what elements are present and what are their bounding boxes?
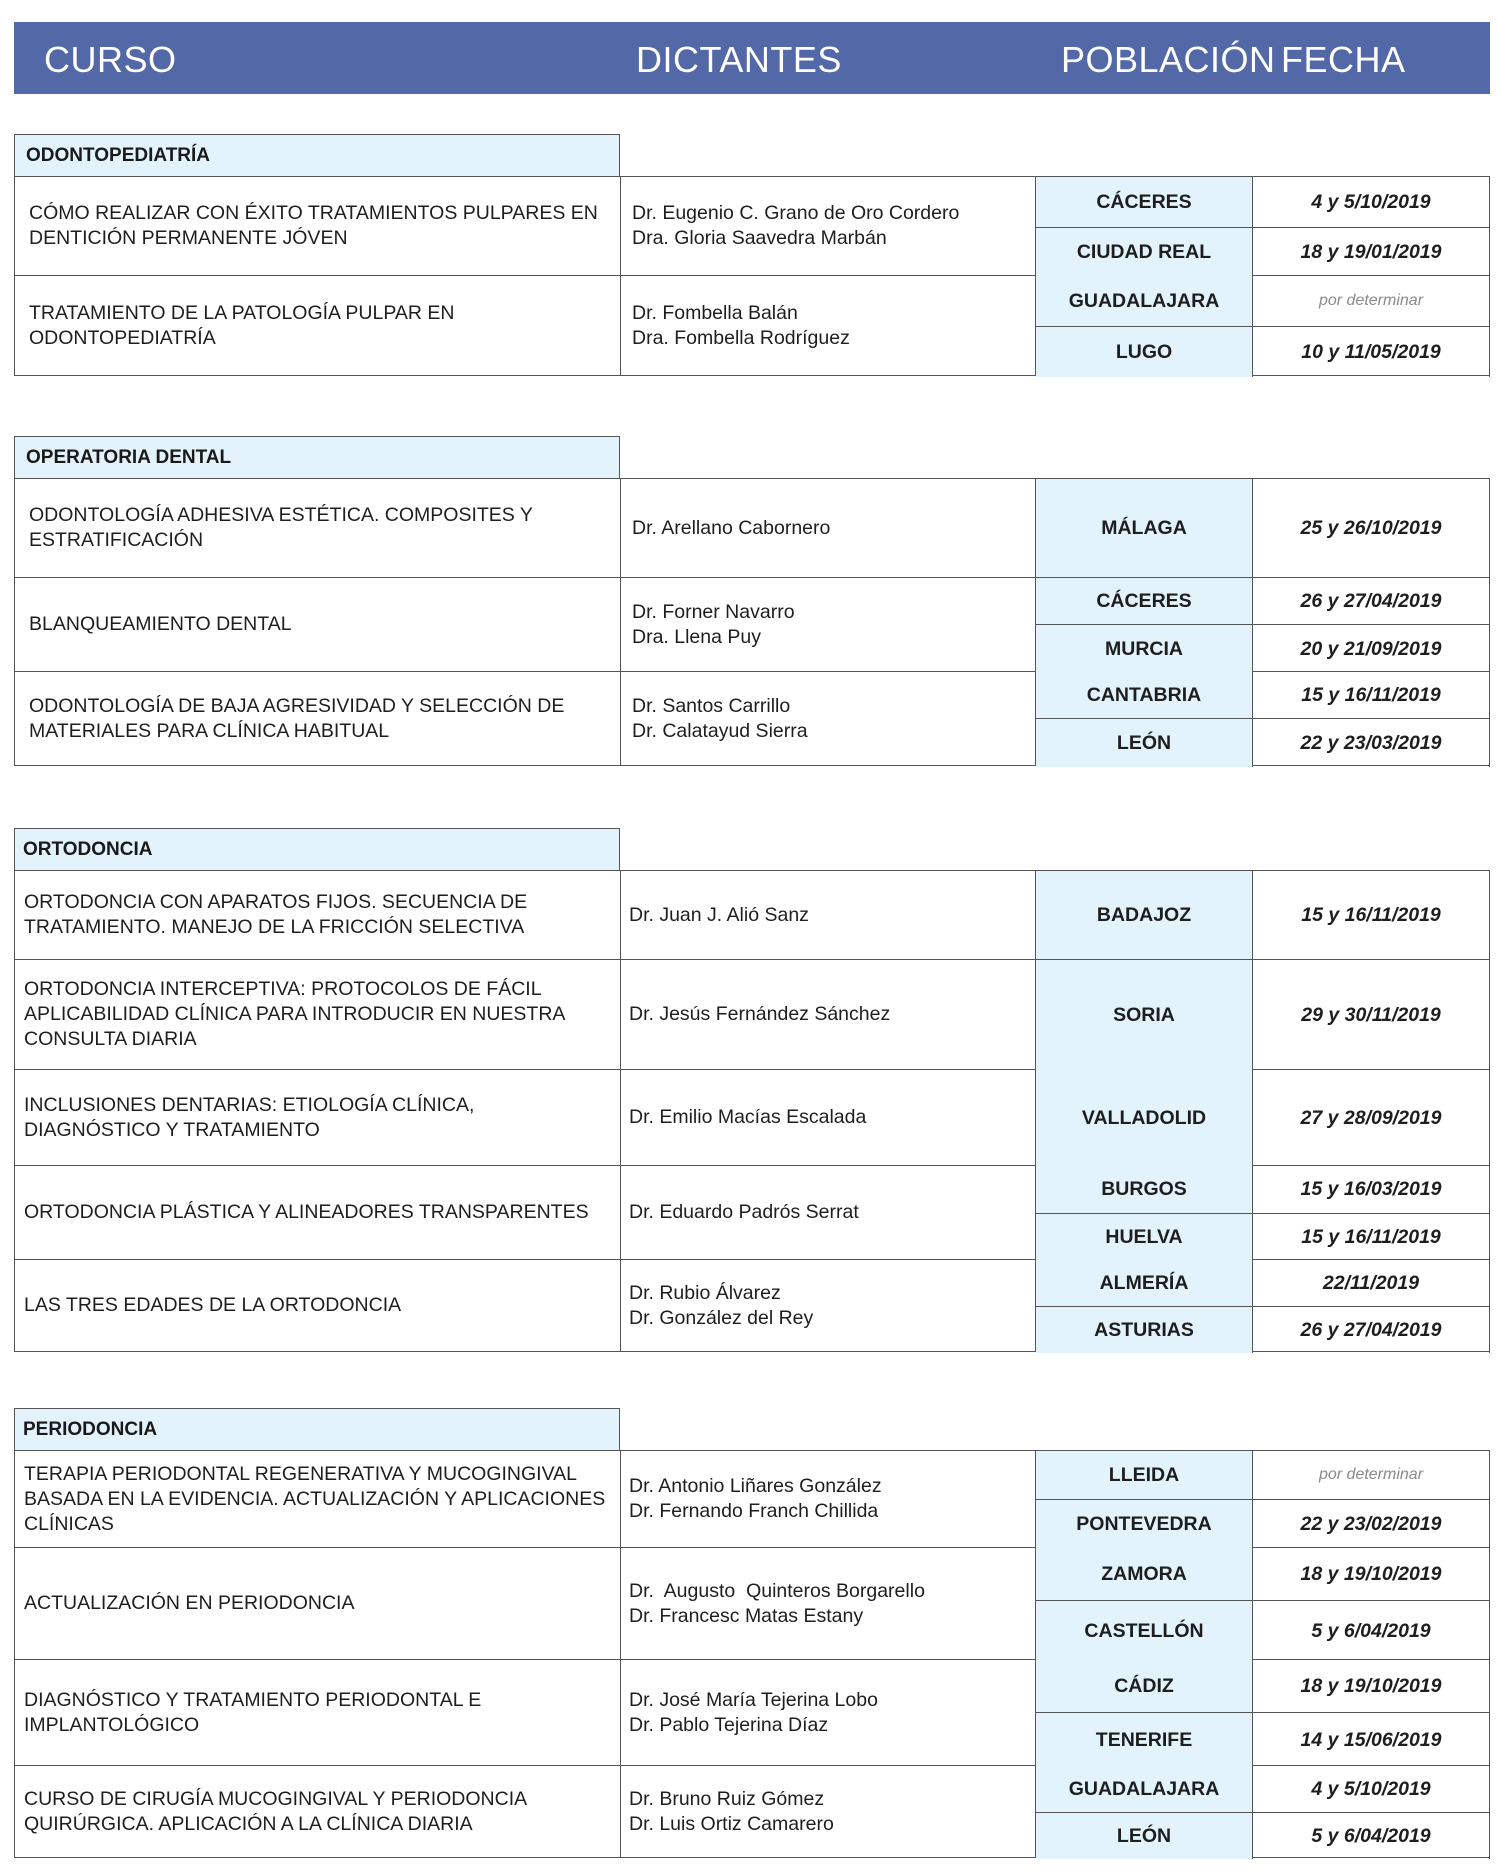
course-title: BLANQUEAMIENTO DENTAL [14,578,621,671]
speaker-name: Dr. Fernando Franch Chillida [629,1500,879,1522]
course-title: ODONTOLOGÍA ADHESIVA ESTÉTICA. COMPOSITES Y ESTRATIFICACIÓN [14,479,621,577]
venue-date: 5 y 6/04/2019 [1253,1813,1490,1859]
speaker-name: Dr. Augusto Quinteros Borgarello [629,1579,925,1602]
course-table [14,478,1490,766]
speakers-cell [621,1070,1036,1165]
speaker-name: Dr. Arellano Cabornero [632,516,831,539]
venue-row [1036,227,1490,276]
table-row [14,275,1490,375]
course-table [14,1450,1490,1858]
speaker-name: Dra. Llena Puy [632,625,761,648]
venue-date: 15 y 16/11/2019 [1253,871,1490,959]
speaker-name: Dr. Eugenio C. Grano de Oro Cordero [632,202,960,224]
venue-row [1036,1166,1490,1213]
table-row [14,1547,1490,1659]
venues-cell [1036,1660,1490,1765]
venue-date: 4 y 5/10/2019 [1253,1766,1490,1812]
venue-city: SORIA [1036,960,1253,1070]
venues-cell [1036,177,1490,275]
course-title: ODONTOLOGÍA DE BAJA AGRESIVIDAD Y SELECCIÓN DE MATERIALES PARA CLÍNICA HABITUAL [14,672,621,765]
speakers-cell [621,672,1036,765]
venue-date: 15 y 16/11/2019 [1253,672,1490,718]
table-row [14,577,1490,671]
venue-date: 10 y 11/05/2019 [1253,327,1490,377]
table-row [14,479,1490,577]
venue-row [1036,326,1490,377]
speaker-name: Dr. Santos Carrillo [632,694,791,717]
speaker-name: Dr. Luis Ortiz Camarero [629,1812,834,1835]
table-row [14,1765,1490,1857]
course-table [14,176,1490,376]
header-curso: CURSO [44,39,177,80]
speaker-name: Dr. Juan J. Alió Sanz [629,903,809,926]
course-title: ORTODONCIA CON APARATOS FIJOS. SECUENCIA DE TRATAMIENTO. MANEJO DE LA FRICCIÓN SELECTIVA [14,871,621,959]
course-title: ACTUALIZACIÓN EN PERIODONCIA [14,1548,621,1659]
course-title: LAS TRES EDADES DE LA ORTODONCIA [14,1260,621,1351]
venue-date: 18 y 19/10/2019 [1253,1660,1490,1712]
venue-city: CÁCERES [1036,177,1253,227]
venue-city: LUGO [1036,327,1253,377]
venue-date: 15 y 16/03/2019 [1253,1166,1490,1213]
category-label: OPERATORIA DENTAL [14,436,620,478]
course-title: INCLUSIONES DENTARIAS: ETIOLOGÍA CLÍNICA, DIAGNÓSTICO Y TRATAMIENTO [14,1070,621,1165]
venue-date: 15 y 16/11/2019 [1253,1214,1490,1261]
venues-cell [1036,1260,1490,1351]
venue-row [1036,871,1490,959]
venue-city: CANTABRIA [1036,672,1253,718]
venue-row [1036,479,1490,577]
venue-date: 25 y 26/10/2019 [1253,479,1490,577]
table-row [14,671,1490,765]
header-dictantes: DICTANTES [636,39,842,80]
venue-city: LEÓN [1036,719,1253,767]
venue-city: GUADALAJARA [1036,1766,1253,1812]
speaker-name: Dr. Antonio Liñares González [629,1475,882,1497]
venue-row [1036,1812,1490,1859]
table-row [14,1659,1490,1765]
venue-date: 22 y 23/03/2019 [1253,719,1490,767]
course-title: CÓMO REALIZAR CON ÉXITO TRATAMIENTOS PULPARES EN DENTICIÓN PERMANENTE JÓVEN [14,177,621,275]
category-label: PERIODONCIA [14,1408,620,1450]
venue-date: 4 y 5/10/2019 [1253,177,1490,227]
venues-cell [1036,1548,1490,1659]
venues-cell [1036,578,1490,671]
speaker-name: Dr. Eduardo Padrós Serrat [629,1201,859,1223]
venue-city: HUELVA [1036,1214,1253,1261]
course-table [14,870,1490,1352]
venue-row [1036,1660,1490,1712]
speaker-name: Dr. Calatayud Sierra [632,719,808,742]
venues-cell [1036,1451,1490,1547]
venue-row [1036,578,1490,624]
speakers-cell [621,871,1036,959]
venue-date: 26 y 27/04/2019 [1253,578,1490,624]
table-row [14,1259,1490,1351]
speakers-cell [621,1451,1036,1547]
venue-city: BURGOS [1036,1166,1253,1213]
venue-city: CIUDAD REAL [1036,228,1253,276]
course-title: DIAGNÓSTICO Y TRATAMIENTO PERIODONTAL E IMPLANTOLÓGICO [14,1660,621,1765]
venue-date: por determinar [1253,1451,1490,1499]
venues-cell [1036,479,1490,577]
table-row [14,1069,1490,1165]
category-label: ODONTOPEDIATRÍA [14,134,620,176]
venue-row [1036,1548,1490,1600]
speakers-cell [621,578,1036,671]
speakers-cell [621,1166,1036,1259]
venues-cell [1036,276,1490,375]
speaker-name: Dr. Pablo Tejerina Díaz [629,1713,829,1736]
venue-row [1036,1260,1490,1306]
venue-row [1036,177,1490,227]
venue-date: 29 y 30/11/2019 [1253,960,1490,1070]
course-title: ORTODONCIA PLÁSTICA Y ALINEADORES TRANSPARENTES [14,1166,621,1259]
venue-city: LLEIDA [1036,1451,1253,1499]
header-poblacion: POBLACIÓN [1061,39,1276,80]
venue-city: GUADALAJARA [1036,276,1253,326]
speaker-name: Dr. Rubio Álvarez [629,1281,781,1304]
venue-row [1036,1712,1490,1767]
venues-cell [1036,1070,1490,1165]
venues-cell [1036,1766,1490,1857]
venue-row [1036,960,1490,1070]
venue-city: MURCIA [1036,625,1253,673]
venue-city: CASTELLÓN [1036,1601,1253,1661]
venues-cell [1036,960,1490,1069]
table-row [14,1165,1490,1259]
venue-row [1036,624,1490,673]
speakers-cell [621,276,1036,375]
table-row [14,871,1490,959]
speaker-name: Dr. Francesc Matas Estany [629,1604,864,1627]
category-label: ORTODONCIA [14,828,620,870]
venue-city: ZAMORA [1036,1548,1253,1600]
venue-date: 18 y 19/10/2019 [1253,1548,1490,1600]
header-fecha: FECHA [1281,39,1406,80]
venue-city: ALMERÍA [1036,1260,1253,1306]
venue-city: TENERIFE [1036,1713,1253,1767]
speaker-name: Dr. González del Rey [629,1306,814,1329]
table-header [14,22,1490,94]
venue-row [1036,718,1490,767]
speaker-name: Dr. Fombella Balán [632,301,798,324]
speakers-cell [621,1660,1036,1765]
speakers-cell [621,177,1036,275]
venue-date: 22/11/2019 [1253,1260,1490,1306]
venue-row [1036,1766,1490,1812]
venue-row [1036,1070,1490,1166]
section-3 [14,828,1490,1352]
speaker-name: Dr. Forner Navarro [632,600,795,623]
speaker-name: Dr. José María Tejerina Lobo [629,1688,878,1711]
venue-city: MÁLAGA [1036,479,1253,577]
venue-row [1036,1600,1490,1661]
venue-date: 22 y 23/02/2019 [1253,1500,1490,1548]
venue-row [1036,1451,1490,1499]
speaker-name: Dr. Jesús Fernández Sánchez [629,1003,891,1025]
course-title: TRATAMIENTO DE LA PATOLOGÍA PULPAR EN ODONTOPEDIATRÍA [14,276,621,375]
venue-date: 5 y 6/04/2019 [1253,1601,1490,1661]
venues-cell [1036,1166,1490,1259]
speaker-name: Dr. Bruno Ruiz Gómez [629,1787,825,1810]
speakers-cell [621,479,1036,577]
venue-city: LEÓN [1036,1813,1253,1859]
venues-cell [1036,672,1490,765]
speaker-name: Dr. Emilio Macías Escalada [629,1106,867,1128]
venue-city: CÁCERES [1036,578,1253,624]
venue-city: VALLADOLID [1036,1070,1253,1166]
venue-row [1036,1213,1490,1261]
speaker-name: Dra. Fombella Rodríguez [632,326,850,349]
venue-row [1036,672,1490,718]
speakers-cell [621,1766,1036,1857]
venue-city: CÁDIZ [1036,1660,1253,1712]
table-row [14,177,1490,275]
speakers-cell [621,960,1036,1069]
section-4 [14,1408,1490,1858]
course-title: CURSO DE CIRUGÍA MUCOGINGIVAL Y PERIODONCIA QUIRÚRGICA. APLICACIÓN A LA CLÍNICA DIARIA [14,1766,621,1857]
venue-date: 18 y 19/01/2019 [1253,228,1490,276]
venue-date: 14 y 15/06/2019 [1253,1713,1490,1767]
speaker-name: Dra. Gloria Saavedra Marbán [632,227,887,249]
venue-row [1036,276,1490,326]
speakers-cell [621,1260,1036,1351]
venue-date: 20 y 21/09/2019 [1253,625,1490,673]
venue-row [1036,1499,1490,1548]
venue-city: BADAJOZ [1036,871,1253,959]
section-2 [14,436,1490,766]
venue-date: 27 y 28/09/2019 [1253,1070,1490,1166]
venue-date: por determinar [1253,276,1490,326]
table-row [14,1451,1490,1547]
venues-cell [1036,871,1490,959]
section-1 [14,134,1490,376]
speakers-cell [621,1548,1036,1659]
venue-row [1036,1306,1490,1353]
venue-city: PONTEVEDRA [1036,1500,1253,1548]
course-title: ORTODONCIA INTERCEPTIVA: PROTOCOLOS DE FÁCIL APLICABILIDAD CLÍNICA PARA INTRODUCIR EN NUESTRA CONSULTA DIARIA [14,960,621,1069]
venue-date: 26 y 27/04/2019 [1253,1307,1490,1353]
table-row [14,959,1490,1069]
venue-city: ASTURIAS [1036,1307,1253,1353]
course-title: TERAPIA PERIODONTAL REGENERATIVA Y MUCOGINGIVAL BASADA EN LA EVIDENCIA. ACTUALIZACIÓN Y APLICACIONES CLÍNICAS [14,1451,621,1547]
